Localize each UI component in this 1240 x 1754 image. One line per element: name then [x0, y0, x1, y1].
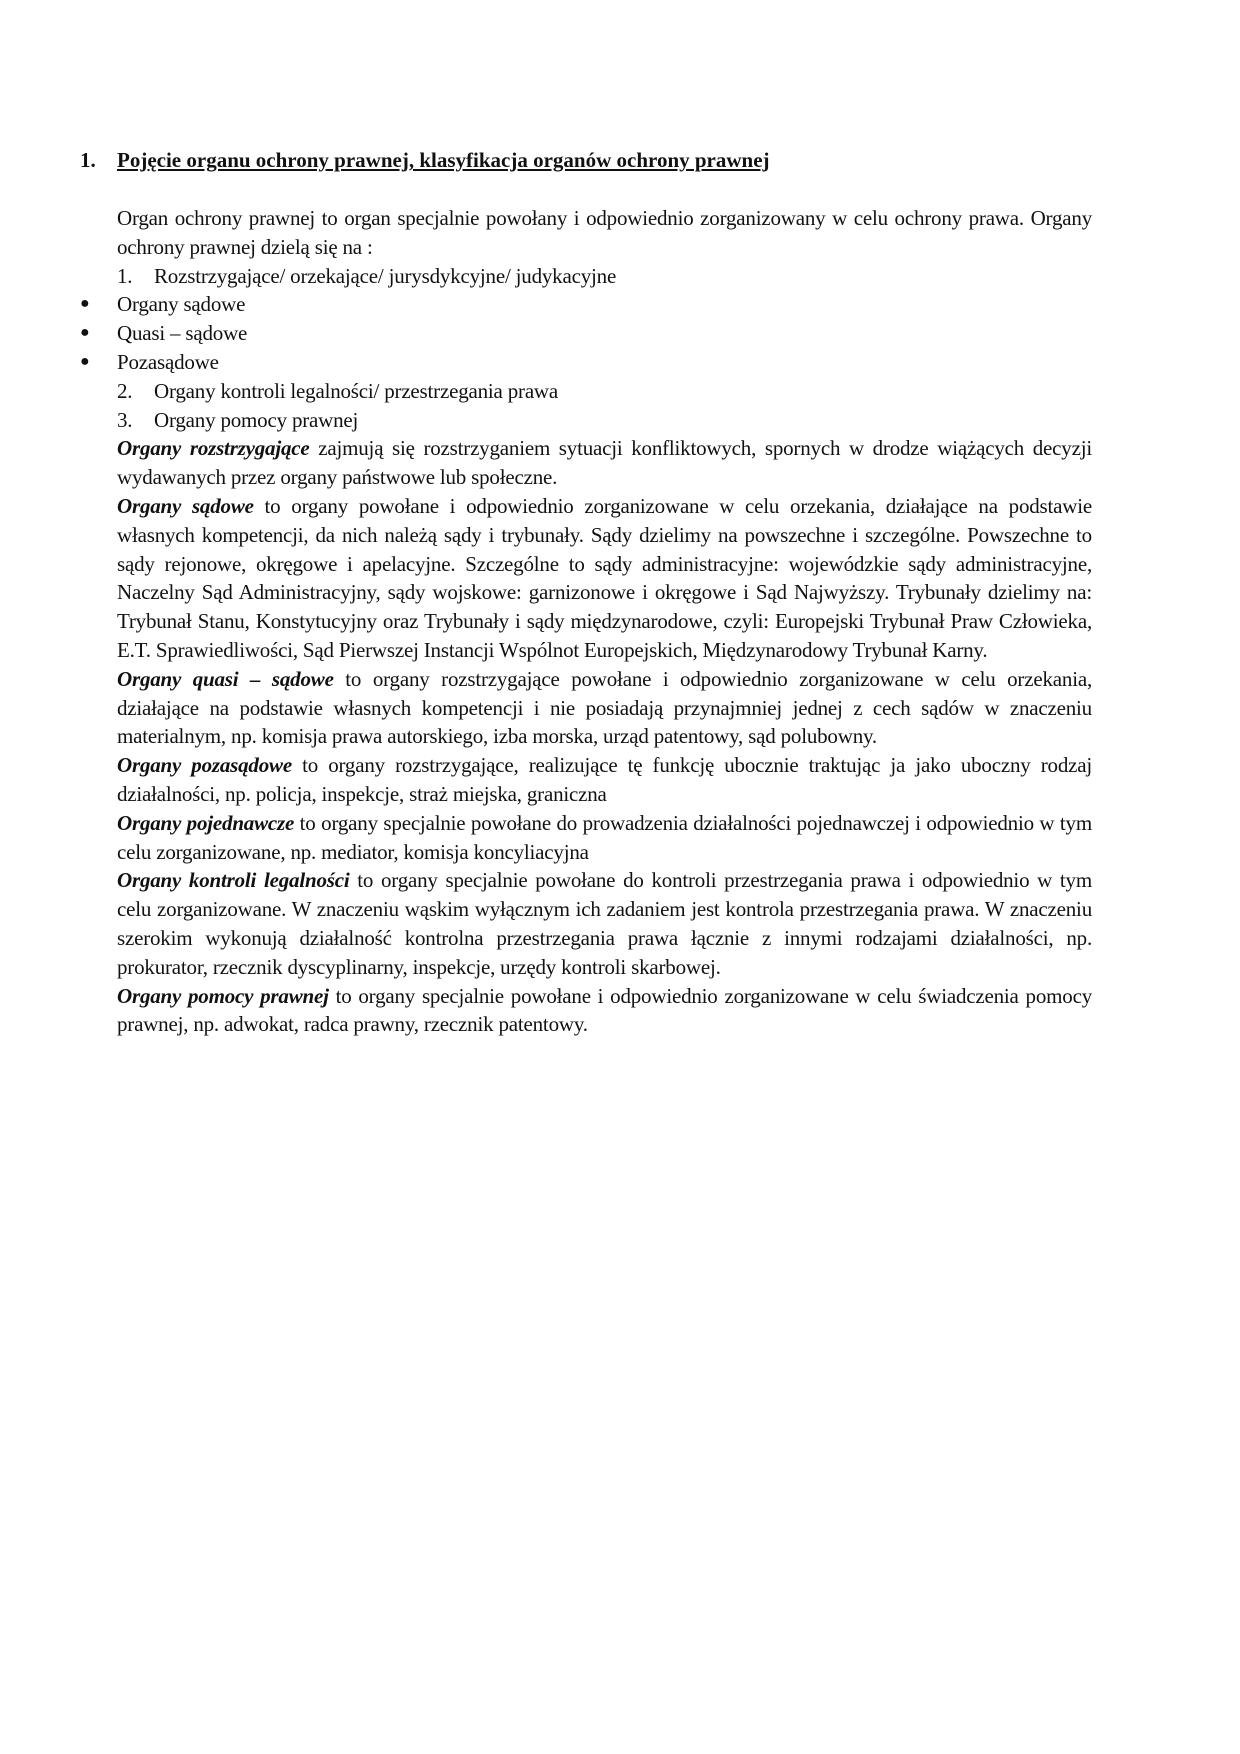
definition-paragraph: [117, 434, 1092, 492]
definition-paragraph: [117, 809, 1092, 867]
bullet-item: [80, 319, 1092, 348]
definition: to organy powołane i odpowiednio zorganizowane w celu orzekania, działające na podstawie własnych kompetencji, da nich należą sądy i trybunały. Sądy dzielimy na powszechne i szczególne. Powszechne to sądy rejonowe, okręgowe i apelacyjne. Szczególne to sądy administracyjne: wojewódzkie sądy administracyjne, Naczelny Sąd Administracyjny, sądy wojskowe: garnizonowe i okręgowe i Sąd Najwyższy. Trybunały dzielimy na: Trybunał Stanu, Konstytucyjny oraz Trybunały i sądy międzynarodowe, czyli: Europejski Trybunał Praw Człowieka, E.T. Sprawiedliwości, Sąd Pierwszej Instancji Wspólnot Europejskich, Międzynarodowy Trybunał Karny.: [117, 493, 1092, 662]
bullet-item: [80, 290, 1092, 319]
definition: to organy rozstrzygające powołane i odpowiednio zorganizowane w celu orzekania, działające na podstawie własnych kompetencji i nie posiadają przynajmniej jednej z cech sądów w znaczeniu materialnym, np. komisja prawa autorskiego, izba morska, urząd patentowy, sąd polubowny.: [117, 666, 1092, 749]
definition-paragraph: [117, 665, 1092, 751]
term: Organy pojednawcze: [117, 810, 295, 835]
definition-paragraph: [117, 492, 1092, 665]
definition-paragraph: [117, 866, 1092, 981]
item-text: Organy kontroli legalności/ przestrzegania prawa: [154, 378, 559, 403]
term: Organy rozstrzygające: [117, 436, 310, 461]
document-body: [80, 204, 1092, 1039]
section-heading: [80, 148, 770, 173]
item-text: Rozstrzygające/ orzekające/ jurysdykcyjne/ judykacyjne: [154, 263, 617, 288]
bullet-text: Organy sądowe: [117, 292, 246, 317]
definition: to organy specjalnie powołane do prowadzenia działalności pojednawczej i odpowiednio w tym celu zorganizowane, np. mediator, komisja koncyliacyjna: [117, 810, 1092, 864]
numbered-item: [117, 406, 1092, 435]
item-number: 1.: [117, 263, 133, 288]
definition-paragraph: [117, 982, 1092, 1040]
bullet-icon: ●: [80, 352, 90, 370]
definition: to organy specjalnie powołane i odpowiednio zorganizowane w celu świadczenia pomocy prawnej, np. adwokat, radca prawny, rzecznik patentowy.: [117, 983, 1092, 1037]
bullet-text: Pozasądowe: [117, 349, 219, 374]
bullet-icon: ●: [80, 295, 90, 313]
definition: zajmują się rozstrzyganiem sytuacji konfliktowych, spornych w drodze wiążących decyzji wydawanych przez organy państwowe lub społeczne.: [117, 436, 1092, 490]
numbered-item: [117, 262, 1092, 291]
term: Organy pozasądowe: [117, 753, 292, 778]
definition: to organy rozstrzygające, realizujące tę funkcję ubocznie traktując ja jako uboczny rodzaj działalności, np. policja, inspekcje, straż miejska, graniczna: [117, 753, 1092, 806]
heading-title: Pojęcie organu ochrony prawnej, klasyfikacja organów ochrony prawnej: [117, 148, 770, 172]
definition: to organy specjalnie powołane do kontroli przestrzegania prawa i odpowiednio w tym celu zorganizowane. W znaczeniu wąskim wyłącznym ich zadaniem jest kontrola przestrzegania prawa. W znaczeniu szerokim wykonują działalność kontrolna przestrzegania prawa łącznie z innymi rodzajami działalności, np. prokurator, rzecznik dyscyplinarny, inspekcje, urzędy kontroli skarbowej.: [117, 868, 1092, 979]
bullet-icon: ●: [80, 324, 90, 342]
numbered-item: [117, 377, 1092, 406]
definition-paragraph: [117, 751, 1092, 809]
item-number: 3.: [117, 407, 133, 432]
item-number: 2.: [117, 378, 133, 403]
bullet-item: [80, 348, 1092, 377]
term: Organy sądowe: [117, 493, 254, 518]
term: Organy kontroli legalności: [117, 868, 350, 893]
item-text: Organy pomocy prawnej: [154, 407, 359, 432]
bullet-text: Quasi – sądowe: [117, 321, 248, 346]
term: Organy quasi – sądowe: [117, 666, 334, 691]
heading-number: 1.: [80, 148, 96, 172]
intro-paragraph: Organ ochrony prawnej to organ specjalnie powołany i odpowiednio zorganizowany w celu ochrony prawa. Organy ochrony prawnej dzielą się na :: [117, 206, 1092, 259]
term: Organy pomocy prawnej: [117, 983, 329, 1008]
